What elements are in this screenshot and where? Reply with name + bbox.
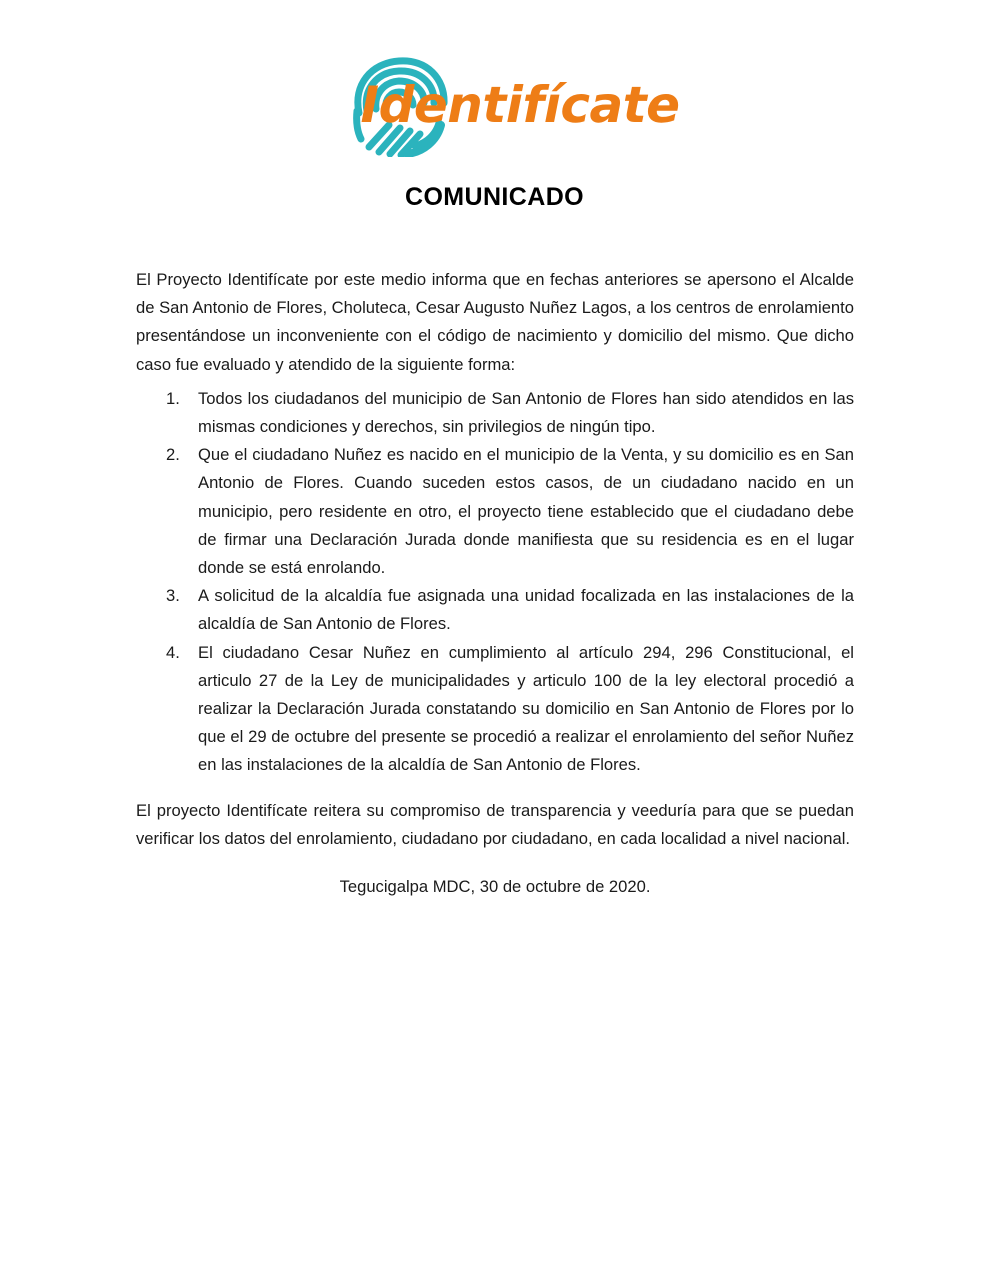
list-item-number: 1. xyxy=(166,388,180,408)
closing-paragraph: El proyecto Identifícate reitera su compromiso de transparencia y veeduría para que se puedan verificar los datos del enrolamiento, ciudadano por ciudadano, en cada localidad a nivel nacional. xyxy=(136,800,854,848)
list-item xyxy=(136,385,854,441)
list-item-text: Todos los ciudadanos del municipio de San Antonio de Flores han sido atendidos en las mismas condiciones y derechos, sin privilegios de ningún tipo. xyxy=(198,388,854,437)
numbered-list xyxy=(136,385,854,780)
list-item xyxy=(136,639,854,780)
list-item-number: 3. xyxy=(166,586,180,606)
list-item-number: 4. xyxy=(166,642,180,662)
logo-wordmark: Identifícate xyxy=(360,76,680,134)
intro-paragraph: El Proyecto Identifícate por este medio informa que en fechas anteriores se apersono el Alcalde de San Antonio de Flores, Choluteca, Cesar Augusto Nuñez Lagos, a los centros de enrolamiento presentándose un inconveniente con el código de nacimiento y domicilio del mismo. Que dicho caso fue evaluado y atendido de la siguiente forma: xyxy=(136,270,854,374)
list-item-number: 2. xyxy=(166,445,180,465)
list-item-text: A solicitud de la alcaldía fue asignada una unidad focalizada en las instalaciones de la alcaldía de San Antonio de Flores. xyxy=(198,586,854,634)
logo-wrap xyxy=(349,53,680,157)
page-title: COMUNICADO xyxy=(405,183,584,211)
list-item-text: El ciudadano Cesar Nuñez en cumplimiento al artículo 294, 296 Constitucional, el articulo 27 de la Ley de municipalidades y articulo 100 de la ley electoral procedió a realizar la Declaración Jurada constatando su domicilio en San Antonio de Flores por lo que el 29 de octubre del presente se procedió a realizar el enrolamiento del señor Nuñez en las instalaciones de la alcaldía de San Antonio de Flores. xyxy=(198,642,854,775)
document-body xyxy=(136,266,854,901)
list-item xyxy=(136,441,854,582)
list-item xyxy=(136,582,854,638)
brand-logo xyxy=(0,50,989,160)
list-item-text: Que el ciudadano Nuñez es nacido en el municipio de la Venta, y su domicilio es en San Antonio de Flores. Cuando suceden estos casos, de un ciudadano nacido en un municipio, pero residente en otro, el proyecto tiene establecido que el ciudadano debe de firmar una Declaración Jurada donde manifiesta que su residencia es en el lugar donde se está enrolando. xyxy=(198,445,854,578)
dateline: Tegucigalpa MDC, 30 de octubre de 2020. xyxy=(339,877,651,897)
